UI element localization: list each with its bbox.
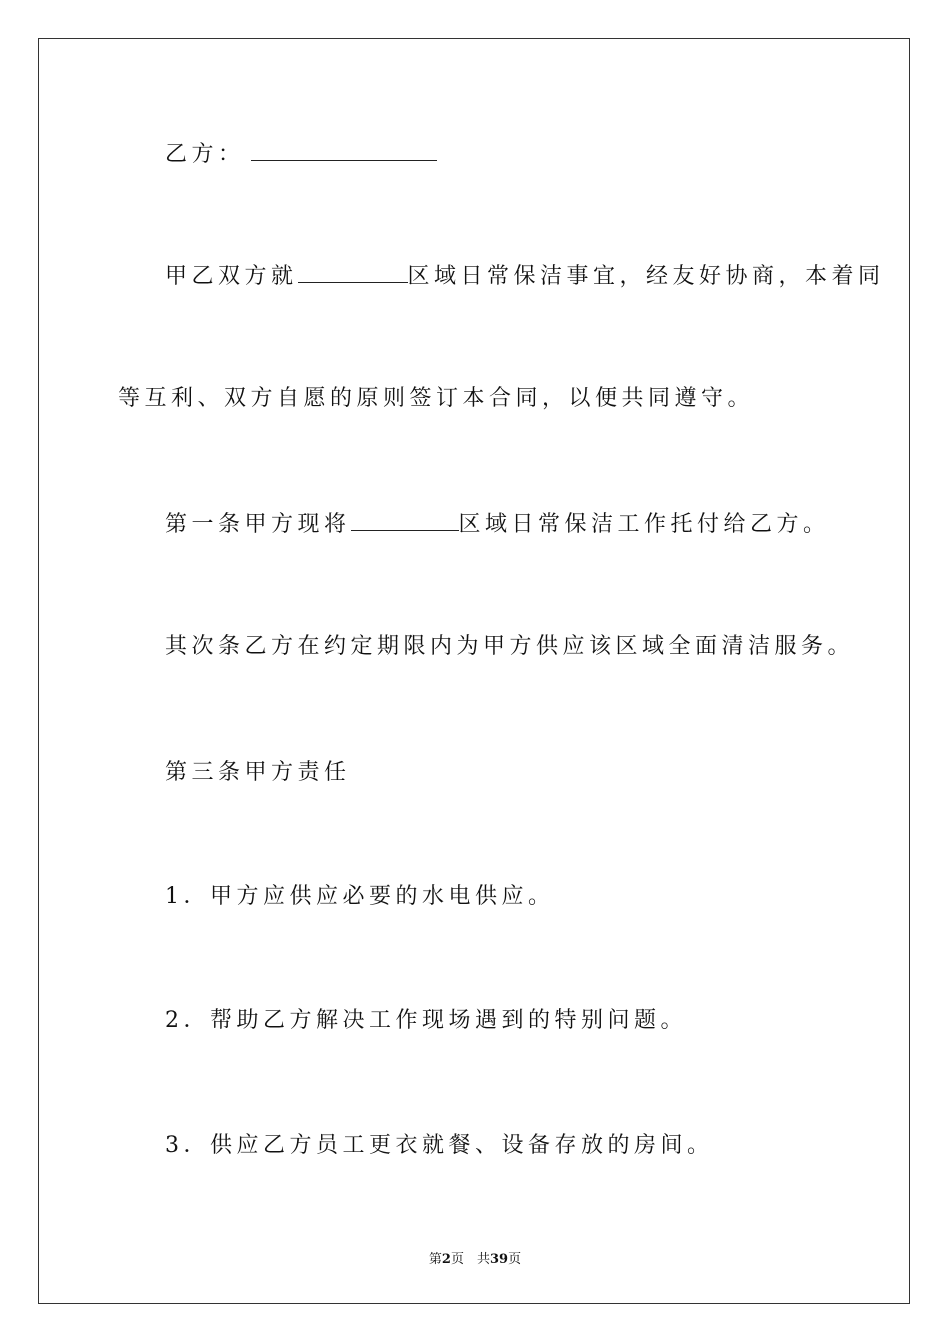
intro-text-end: 区域日常保洁事宜，经友好协商，本着同	[407, 264, 885, 289]
article-2-line	[165, 634, 854, 660]
party-b-label: 乙方：	[165, 142, 245, 167]
item-3-text: 3．供应乙方员工更衣就餐、设备存放的房间。	[165, 1133, 714, 1158]
footer-page-number: 2	[441, 1252, 451, 1267]
item-1-line	[165, 884, 555, 910]
footer-prefix: 第	[428, 1252, 442, 1267]
article-3-heading	[165, 760, 351, 786]
footer-suffix: 页	[508, 1252, 522, 1267]
area-blank-2	[351, 510, 459, 531]
footer-mid: 页 共	[450, 1252, 490, 1267]
page-footer	[0, 1248, 950, 1267]
footer-total-pages: 39	[489, 1252, 509, 1267]
intro-line-2	[118, 386, 754, 412]
article-1-line	[165, 510, 830, 538]
article-1-end: 区域日常保洁工作托付给乙方。	[458, 512, 830, 537]
party-b-blank	[251, 140, 437, 161]
intro-text-start: 甲乙双方就	[165, 264, 298, 289]
area-blank-1	[298, 262, 408, 283]
intro-text-cont: 等互利、双方自愿的原则签订本合同，以便共同遵守。	[118, 386, 755, 411]
item-3-line	[165, 1133, 714, 1159]
item-2-line	[165, 1008, 687, 1034]
article-2-text: 其次条乙方在约定期限内为甲方供应该区域全面清洁服务。	[165, 634, 855, 659]
article-1-start: 第一条甲方现将	[165, 512, 351, 537]
page-border	[38, 38, 910, 1304]
party-b-line	[165, 140, 437, 168]
intro-line-1	[165, 262, 885, 290]
item-1-text: 1．甲方应供应必要的水电供应。	[165, 884, 555, 909]
article-3-text: 第三条甲方责任	[165, 760, 351, 785]
item-2-text: 2．帮助乙方解决工作现场遇到的特别问题。	[165, 1008, 687, 1033]
